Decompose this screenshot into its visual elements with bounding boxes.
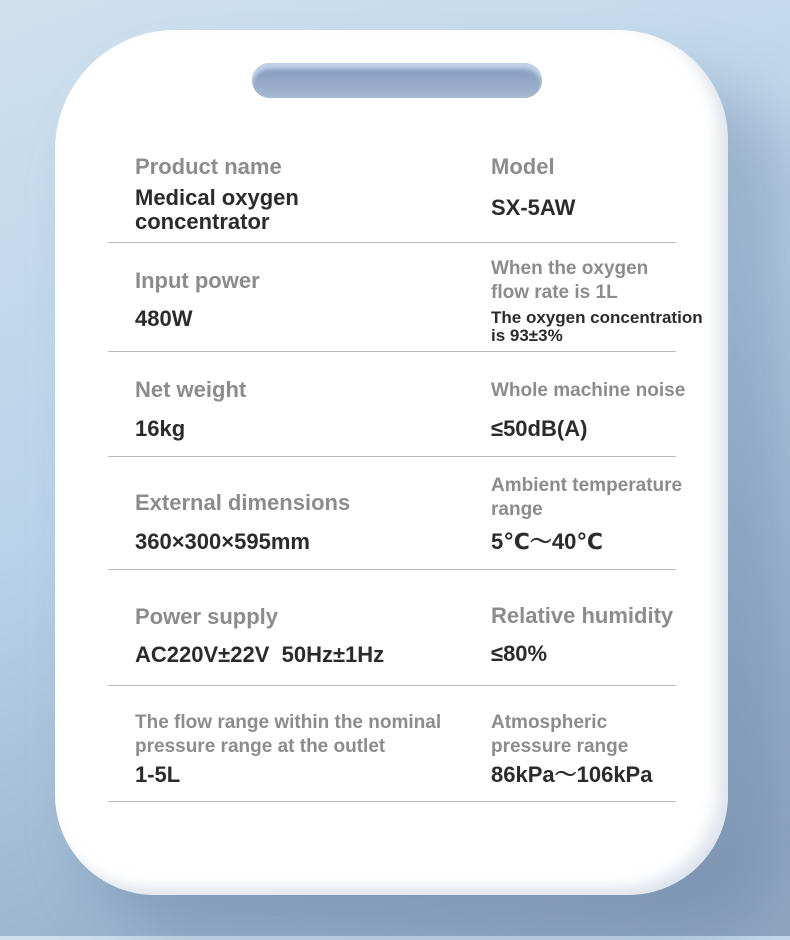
flow-range-value: 1-5L xyxy=(135,762,181,787)
model-value: SX-5AW xyxy=(491,195,576,220)
humidity-value: ≤80% xyxy=(491,641,548,666)
spec-cell-right xyxy=(491,457,728,569)
net-weight-label: Net weight xyxy=(135,377,247,402)
spec-cell-left xyxy=(108,145,491,242)
temperature-label: Ambient temperature range xyxy=(491,475,683,520)
spec-cell-left xyxy=(108,352,491,456)
spec-cell-right xyxy=(491,570,728,685)
humidity-label: Relative humidity xyxy=(491,603,674,628)
spec-row xyxy=(108,457,683,570)
spec-cell-left xyxy=(108,457,491,569)
flow-range-label: The flow range within the nominal pressure range at the outlet xyxy=(135,712,442,757)
spec-cell-right xyxy=(491,243,728,351)
spec-row xyxy=(108,145,676,243)
oxygen-flow-label: When the oxygen flow rate is 1L xyxy=(491,258,649,303)
spec-row xyxy=(108,243,703,352)
spec-row xyxy=(108,352,686,457)
product-name-label: Product name xyxy=(135,154,282,179)
input-power-label: Input power xyxy=(135,268,260,293)
spec-cell-right xyxy=(491,145,728,242)
spec-row xyxy=(108,570,676,686)
spec-cell-left xyxy=(108,570,491,685)
spec-row xyxy=(108,686,676,802)
atmospheric-pressure-value: 86kPa～106kPa xyxy=(491,762,653,787)
noise-label: Whole machine noise xyxy=(491,380,686,401)
power-supply-value: AC220V±22V 50Hz±1Hz xyxy=(135,642,385,667)
model-label: Model xyxy=(491,154,555,179)
spec-cell-left xyxy=(108,243,491,351)
net-weight-value: 16kg xyxy=(135,416,186,441)
oxygen-concentration-value: The oxygen concentration is 93±3% xyxy=(491,308,703,345)
power-supply-label: Power supply xyxy=(135,604,279,629)
spec-table xyxy=(108,145,728,802)
noise-value: ≤50dB(A) xyxy=(491,416,588,441)
dimensions-label: External dimensions xyxy=(135,490,351,515)
card-handle-slot xyxy=(252,63,542,98)
temperature-value: 5℃～40℃ xyxy=(491,529,603,554)
product-name-value: Medical oxygen concentrator xyxy=(135,185,299,234)
atmospheric-pressure-label: Atmospheric pressure range xyxy=(491,712,629,757)
spec-cell-right xyxy=(491,352,728,456)
dimensions-value: 360×300×595mm xyxy=(135,529,310,554)
spec-cell-right xyxy=(491,686,728,801)
spec-cell-left xyxy=(108,686,491,801)
input-power-value: 480W xyxy=(135,306,193,331)
